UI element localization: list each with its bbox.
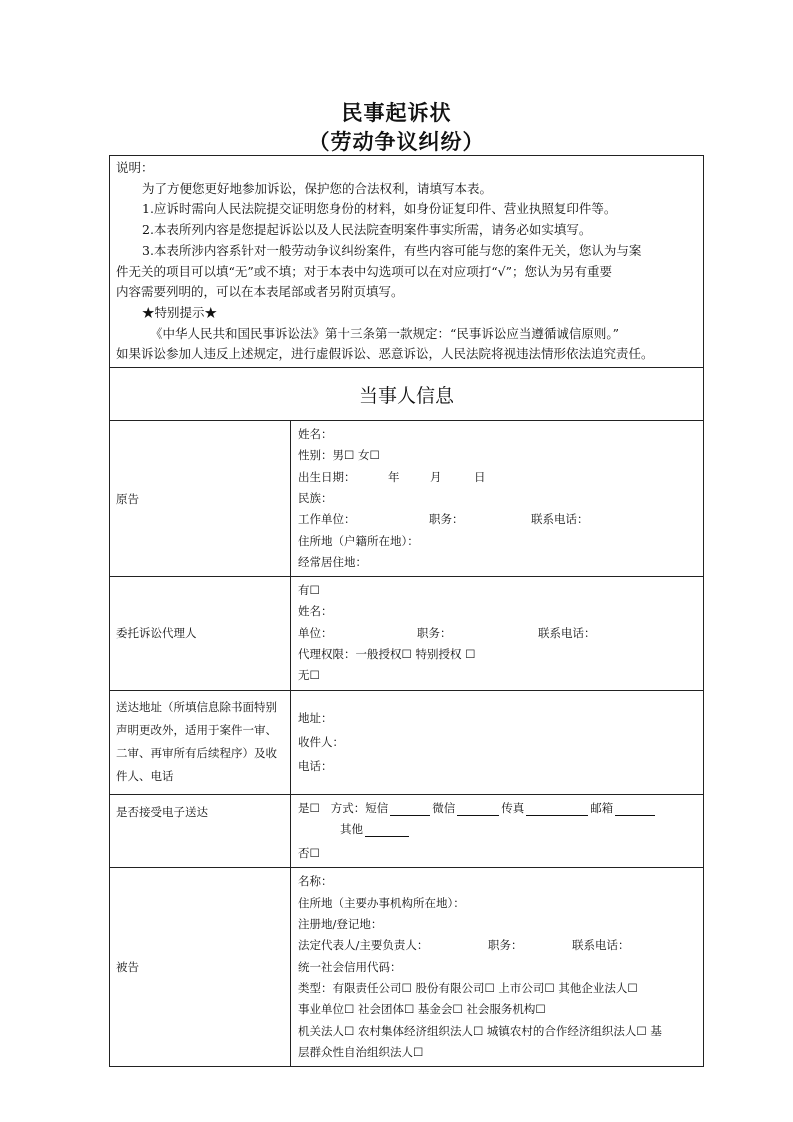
plaintiff-name-field[interactable]: 姓名： — [298, 427, 333, 442]
defendant-domicile-field[interactable]: 住所地（主要办事机构所在地）： — [298, 895, 465, 910]
special-notice-heading: ★特别提示★ — [142, 304, 218, 320]
other-label: 其他 — [340, 821, 363, 836]
instruction-line: 2.本表所列内容是您提起诉讼以及人民法院查明案件事实所需，请务必如实填写。 — [142, 222, 592, 238]
label-line: 送达地址（所填信息除书面特别 — [116, 700, 277, 715]
instructions-heading: 说明： — [116, 160, 154, 175]
plaintiff-domicile-field[interactable]: 住所地（户籍所在地）： — [298, 533, 419, 548]
electronic-methods-row — [298, 798, 699, 819]
defendant-position-field[interactable]: 职务： — [488, 938, 523, 953]
instructions-block — [110, 156, 704, 368]
email-blank[interactable] — [615, 801, 655, 816]
service-address-fields — [291, 690, 704, 794]
defendant-phone-field[interactable]: 联系电话： — [572, 938, 630, 953]
day-label: 日 — [474, 469, 486, 484]
defendant-name-field[interactable]: 名称： — [298, 874, 333, 889]
complaint-form-table — [109, 155, 704, 1067]
label-line: 声明更改外，适用于案件一审、 — [116, 723, 277, 738]
plaintiff-fields — [291, 421, 704, 577]
defendant-fields — [291, 868, 704, 1067]
agent-position-field[interactable]: 职务： — [417, 625, 452, 640]
birth-label: 出生日期： — [298, 469, 356, 484]
agent-work-row — [298, 623, 699, 644]
defendant-label: 被告 — [110, 868, 291, 1067]
other-method-row — [298, 819, 699, 840]
plaintiff-phone-field[interactable]: 联系电话： — [531, 512, 589, 527]
plaintiff-position-field[interactable]: 职务： — [429, 512, 464, 527]
sms-label: 方式：短信 — [330, 800, 389, 815]
defendant-registered-field[interactable]: 注册地/登记地： — [298, 917, 383, 932]
entity-type-line[interactable]: 事业单位☐ 社会团体☐ 基金会☐ 社会服务机构☐ — [298, 1002, 546, 1017]
plaintiff-label: 原告 — [110, 421, 291, 577]
entity-type-line[interactable]: 机关法人☐ 农村集体经济组织法人☐ 城镇农村的合作经济组织法人☐ 基 — [298, 1023, 662, 1038]
special-notice-line: 《中华人民共和国民事诉讼法》第十三条第一款规定：“民事诉讼应当遵循诚信原则。” — [150, 325, 620, 341]
plaintiff-work-row — [298, 509, 699, 530]
agent-authority-checkboxes[interactable]: 代理权限：一般授权☐ 特别授权 ☐ — [298, 647, 476, 661]
instruction-line: 3.本表所涉内容系针对一般劳动争议纠纷案件，有些内容可能与您的案件无关，您认为与案 — [142, 242, 642, 258]
plaintiff-gender-field[interactable]: 性别：男☐ 女☐ — [298, 448, 380, 463]
instruction-line: 1.应诉时需向人民法院提交证明您身份的材料，如身份证复印件、营业执照复印件等。 — [142, 201, 617, 217]
legal-rep-field[interactable]: 法定代表人/主要负责人： — [298, 938, 429, 953]
wechat-label: 微信 — [432, 800, 456, 815]
electronic-yes-checkbox[interactable]: 是☐ — [298, 800, 320, 815]
label-line: 件人、电话 — [116, 769, 174, 784]
fax-blank[interactable] — [526, 801, 588, 816]
electronic-service-fields — [291, 794, 704, 868]
document-title: 民事起诉状 — [341, 101, 452, 125]
agent-has-checkbox[interactable]: 有☐ — [298, 583, 320, 598]
agent-phone-field[interactable]: 联系电话： — [538, 625, 596, 640]
entity-type-line[interactable]: 类型：有限责任公司☐ 股份有限公司☐ 上市公司☐ 其他企业法人☐ — [298, 980, 638, 995]
electronic-no-checkbox[interactable]: 否☐ — [298, 846, 320, 861]
service-phone-field[interactable]: 电话： — [298, 759, 333, 774]
agent-fields — [291, 577, 704, 690]
month-label: 月 — [430, 469, 442, 484]
instruction-line: 内容需要列明的，可以在本表尾部或者另附页填写。 — [116, 284, 404, 300]
year-label: 年 — [388, 469, 400, 484]
agent-none-checkbox[interactable]: 无☐ — [298, 668, 320, 683]
agent-label: 委托诉讼代理人 — [110, 577, 291, 690]
service-address-label — [110, 690, 291, 794]
agent-unit-field[interactable]: 单位： — [298, 625, 333, 640]
special-notice-line: 如果诉讼参加人违反上述规定，进行虚假诉讼、恶意诉讼，人民法院将视违法情形依法追究责任。 — [116, 346, 654, 362]
entity-type-line[interactable]: 层群众性自治组织法人☐ — [298, 1044, 424, 1059]
label-line: 二审、再审所有后续程序）及收 — [116, 746, 277, 761]
recipient-field[interactable]: 收件人： — [298, 735, 344, 750]
other-blank[interactable] — [365, 822, 409, 837]
section-title: 当事人信息 — [110, 368, 704, 421]
service-address-field[interactable]: 地址： — [298, 711, 333, 726]
plaintiff-birth-field[interactable] — [298, 467, 699, 488]
email-label: 邮箱 — [590, 800, 614, 815]
plaintiff-residence-field[interactable]: 经常居住地： — [298, 554, 367, 569]
document-subtitle: （劳动争议纠纷） — [308, 130, 485, 154]
agent-name-field[interactable]: 姓名： — [298, 604, 333, 619]
instruction-line: 为了方便您更好地参加诉讼，保护您的合法权利，请填写本表。 — [142, 180, 493, 196]
instruction-line: 件无关的项目可以填“无”或不填；对于本表中勾选项可以在对应项打“√”；您认为另有重要 — [116, 263, 613, 279]
plaintiff-workplace-field[interactable]: 工作单位： — [298, 512, 356, 527]
plaintiff-ethnicity-field[interactable]: 民族： — [298, 490, 333, 505]
fax-label: 传真 — [501, 800, 525, 815]
wechat-blank[interactable] — [457, 801, 499, 816]
defendant-rep-row — [298, 935, 699, 956]
sms-blank[interactable] — [390, 801, 430, 816]
credit-code-field[interactable]: 统一社会信用代码： — [298, 959, 402, 974]
electronic-service-label: 是否接受电子送达 — [110, 794, 291, 868]
